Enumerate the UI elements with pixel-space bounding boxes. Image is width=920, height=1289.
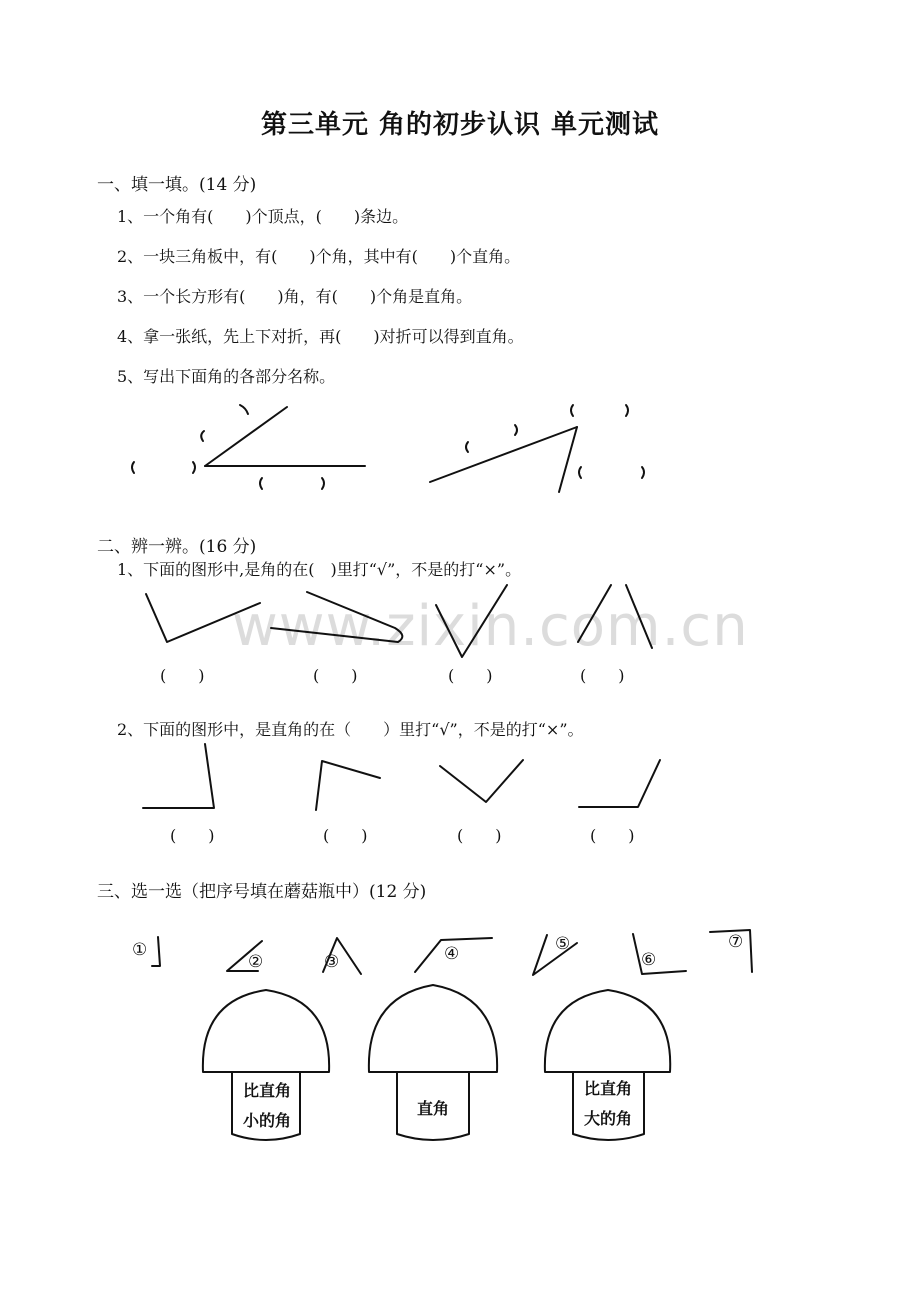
figure-2-1-c [436,585,507,657]
angle-number-4: ④ [444,944,460,964]
figure-2-1-a [146,594,260,642]
angle-number-5: ⑤ [555,934,571,954]
mushroom-label-1-line2: 小的角 [242,1111,291,1130]
page-title: 第三单元 角的初步认识 单元测试 [260,110,660,140]
mushroom-label-2 [388,1094,478,1124]
answer-paren[interactable]: ( ) [580,666,625,685]
answer-paren[interactable]: ( ) [448,666,493,685]
section3-heading: 三、选一选（把序号填在蘑菇瓶中）(12 分) [97,882,427,902]
angle-number-3: ③ [324,952,340,972]
section2-q1: 1、下面的图形中,是角的在( )里打“√”，不是的打“×”。 [117,560,522,579]
angle-shape-6 [633,934,686,974]
figure-2-2-a [143,744,214,808]
angle-diagram-right [430,405,644,492]
section1-q4: 4、拿一张纸，先上下对折，再( )对折可以得到直角。 [117,327,524,346]
section2-heading: 二、辨一辨。(16 分) [97,537,257,557]
section1-q3: 3、一个长方形有( )角，有( )个角是直角。 [117,287,473,306]
mushroom-label-3 [563,1074,653,1134]
angle-shape-4 [415,938,492,972]
section2-q2: 2、下面的图形中，是直角的在（ ）里打“√”，不是的打“×”。 [117,720,584,739]
answer-paren[interactable]: ( ) [170,826,215,845]
section1-q5: 5、写出下面角的各部分名称。 [117,367,336,386]
answer-paren[interactable]: ( ) [457,826,502,845]
section1-q2: 2、一块三角板中，有( )个角，其中有( )个直角。 [117,247,521,266]
angle-number-6: ⑥ [641,950,657,970]
angle-shape-3 [323,938,361,974]
answer-paren[interactable]: ( ) [160,666,205,685]
angle-shape-2 [227,941,262,971]
figure-2-1-d [578,585,652,648]
answer-paren[interactable]: ( ) [590,826,635,845]
mushroom-label-2-line1: 直角 [416,1099,449,1118]
angle-shape-5 [533,935,577,975]
section1-q1: 1、一个角有( )个顶点，( )条边。 [117,207,409,226]
answer-paren[interactable]: ( ) [323,826,368,845]
angle-number-2: ② [248,952,264,972]
angle-number-1: ① [132,940,148,960]
figure-2-1-b [271,592,402,642]
mushroom-label-1-line1: 比直角 [242,1081,291,1100]
figure-2-2-b [316,761,380,810]
mushroom-label-3-line2: 大的角 [583,1109,632,1128]
mushroom-label-3-line1: 比直角 [583,1079,632,1098]
answer-paren[interactable]: ( ) [313,666,358,685]
figure-2-2-c [440,760,523,802]
angle-number-7: ⑦ [728,932,744,952]
figure-2-2-d [579,760,660,807]
section1-heading: 一、填一填。(14 分) [97,175,257,195]
angle-shape-7 [710,930,752,972]
watermark: www.zixin.com.cn [232,594,749,659]
angle-shape-1 [152,937,160,966]
mushroom-label-1 [222,1076,312,1136]
angle-diagram-left [132,405,365,489]
